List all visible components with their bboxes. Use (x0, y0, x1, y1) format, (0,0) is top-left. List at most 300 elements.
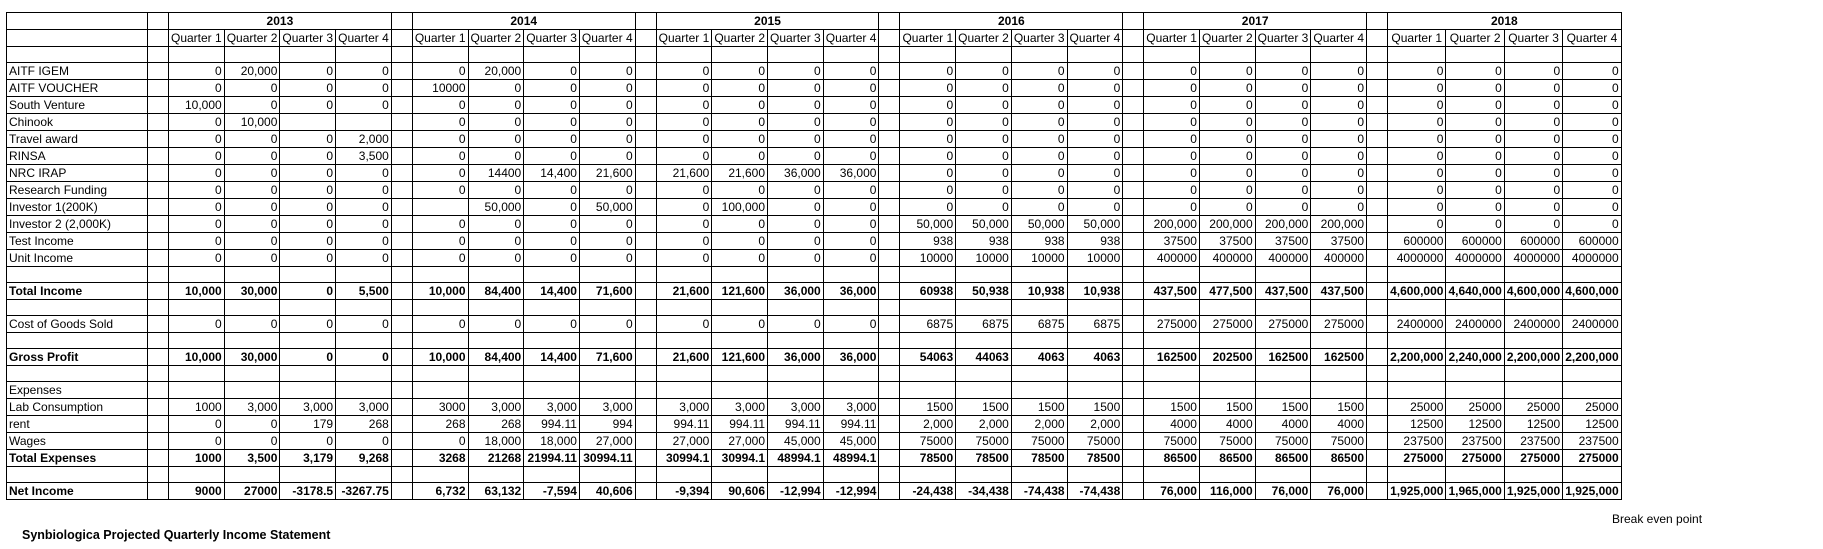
quarter-header[interactable]: Quarter 1 (1388, 30, 1446, 47)
value-cell[interactable]: 10000 (412, 80, 468, 97)
cell[interactable] (879, 267, 900, 283)
value-cell[interactable] (579, 333, 635, 349)
quarter-header[interactable]: Quarter 3 (1504, 30, 1562, 47)
value-cell[interactable]: 0 (712, 131, 768, 148)
value-cell[interactable]: 0 (579, 63, 635, 80)
value-cell[interactable]: 25000 (1504, 399, 1562, 416)
cell[interactable] (1123, 300, 1144, 316)
value-cell[interactable] (468, 300, 524, 316)
value-cell[interactable]: 0 (1504, 80, 1562, 97)
value-cell[interactable]: 0 (768, 250, 824, 267)
value-cell[interactable]: 0 (1563, 131, 1621, 148)
value-cell[interactable] (1504, 467, 1562, 483)
value-cell[interactable]: 0 (1446, 148, 1504, 165)
value-cell[interactable] (823, 366, 879, 382)
value-cell[interactable]: 0 (1255, 182, 1311, 199)
value-cell[interactable]: 71,600 (579, 283, 635, 300)
cell[interactable] (391, 250, 412, 267)
cell[interactable] (391, 30, 412, 47)
value-cell[interactable]: 0 (956, 131, 1012, 148)
value-cell[interactable] (1504, 267, 1562, 283)
value-cell[interactable] (336, 467, 392, 483)
value-cell[interactable] (1199, 333, 1255, 349)
value-cell[interactable]: 0 (712, 182, 768, 199)
cell[interactable] (879, 300, 900, 316)
value-cell[interactable]: 0 (280, 349, 336, 366)
cell[interactable] (1123, 182, 1144, 199)
cell[interactable] (391, 97, 412, 114)
value-cell[interactable]: 75000 (900, 433, 956, 450)
cell[interactable] (148, 399, 169, 416)
value-cell[interactable] (656, 366, 712, 382)
value-cell[interactable] (169, 366, 225, 382)
quarter-header[interactable]: Quarter 3 (1011, 30, 1067, 47)
value-cell[interactable]: 10,000 (412, 283, 468, 300)
value-cell[interactable]: 1500 (1011, 399, 1067, 416)
value-cell[interactable]: 48994.1 (823, 450, 879, 467)
value-cell[interactable]: 0 (412, 63, 468, 80)
value-cell[interactable] (1067, 333, 1123, 349)
value-cell[interactable]: 121,600 (712, 349, 768, 366)
value-cell[interactable]: 0 (169, 131, 225, 148)
value-cell[interactable]: 44063 (956, 349, 1012, 366)
value-cell[interactable]: 21,600 (712, 165, 768, 182)
value-cell[interactable]: 275000 (1199, 316, 1255, 333)
cell[interactable] (391, 80, 412, 97)
cell[interactable] (391, 467, 412, 483)
value-cell[interactable]: 0 (524, 182, 580, 199)
cell[interactable] (148, 47, 169, 63)
cell[interactable] (1367, 216, 1388, 233)
value-cell[interactable]: 0 (1388, 216, 1446, 233)
value-cell[interactable] (1255, 47, 1311, 63)
value-cell[interactable]: 237500 (1504, 433, 1562, 450)
value-cell[interactable]: 0 (1563, 148, 1621, 165)
value-cell[interactable]: 0 (224, 316, 280, 333)
value-cell[interactable]: 0 (524, 216, 580, 233)
value-cell[interactable] (280, 267, 336, 283)
value-cell[interactable]: 0 (1563, 216, 1621, 233)
value-cell[interactable]: 275000 (1504, 450, 1562, 467)
value-cell[interactable]: 27,000 (656, 433, 712, 450)
value-cell[interactable]: -74,438 (1067, 483, 1123, 500)
value-cell[interactable]: 0 (468, 250, 524, 267)
value-cell[interactable] (1446, 267, 1504, 283)
value-cell[interactable] (169, 382, 225, 399)
value-cell[interactable]: 0 (1199, 114, 1255, 131)
value-cell[interactable]: 50,000 (1011, 216, 1067, 233)
value-cell[interactable]: 21,600 (656, 283, 712, 300)
value-cell[interactable]: 116,000 (1199, 483, 1255, 500)
value-cell[interactable]: 1,965,000 (1446, 483, 1504, 500)
value-cell[interactable] (1144, 267, 1200, 283)
value-cell[interactable] (280, 300, 336, 316)
value-cell[interactable]: 76,000 (1311, 483, 1367, 500)
cell[interactable] (391, 114, 412, 131)
cell[interactable] (635, 13, 656, 30)
value-cell[interactable]: 4,600,000 (1388, 283, 1446, 300)
value-cell[interactable]: 600000 (1446, 233, 1504, 250)
value-cell[interactable]: 3,500 (336, 148, 392, 165)
value-cell[interactable]: 0 (1255, 165, 1311, 182)
cell[interactable] (148, 366, 169, 382)
value-cell[interactable]: 21268 (468, 450, 524, 467)
value-cell[interactable]: 4063 (1067, 349, 1123, 366)
cell[interactable] (879, 114, 900, 131)
value-cell[interactable] (579, 47, 635, 63)
value-cell[interactable]: 0 (280, 63, 336, 80)
value-cell[interactable]: 36,000 (823, 165, 879, 182)
value-cell[interactable]: 600000 (1563, 233, 1621, 250)
value-cell[interactable]: 202500 (1199, 349, 1255, 366)
value-cell[interactable]: 2,000 (900, 416, 956, 433)
cell[interactable] (1123, 467, 1144, 483)
value-cell[interactable]: 0 (1311, 199, 1367, 216)
value-cell[interactable]: 86500 (1311, 450, 1367, 467)
value-cell[interactable]: 0 (468, 80, 524, 97)
cell[interactable] (879, 216, 900, 233)
value-cell[interactable]: 10000 (1067, 250, 1123, 267)
value-cell[interactable] (524, 467, 580, 483)
row-label[interactable]: Test Income (7, 233, 148, 250)
value-cell[interactable] (1446, 333, 1504, 349)
row-label[interactable]: RINSA (7, 148, 148, 165)
value-cell[interactable]: 0 (1504, 114, 1562, 131)
value-cell[interactable]: 30994.1 (656, 450, 712, 467)
value-cell[interactable]: 0 (1011, 63, 1067, 80)
value-cell[interactable]: 45,000 (823, 433, 879, 450)
cell[interactable] (148, 450, 169, 467)
value-cell[interactable]: 12500 (1388, 416, 1446, 433)
value-cell[interactable]: 21994.11 (524, 450, 580, 467)
value-cell[interactable]: 0 (768, 233, 824, 250)
value-cell[interactable]: 0 (524, 199, 580, 216)
value-cell[interactable]: 0 (524, 114, 580, 131)
value-cell[interactable] (524, 382, 580, 399)
value-cell[interactable]: 0 (524, 233, 580, 250)
value-cell[interactable]: 20,000 (224, 63, 280, 80)
value-cell[interactable]: 994.11 (712, 416, 768, 433)
row-label[interactable] (7, 366, 148, 382)
value-cell[interactable]: 0 (1255, 114, 1311, 131)
value-cell[interactable] (768, 47, 824, 63)
cell[interactable] (1367, 267, 1388, 283)
value-cell[interactable] (900, 467, 956, 483)
cell[interactable] (1123, 80, 1144, 97)
value-cell[interactable]: 78500 (900, 450, 956, 467)
value-cell[interactable] (1446, 47, 1504, 63)
quarter-header[interactable]: Quarter 3 (280, 30, 336, 47)
value-cell[interactable]: 0 (956, 63, 1012, 80)
row-label[interactable]: Chinook (7, 114, 148, 131)
value-cell[interactable] (1388, 333, 1446, 349)
value-cell[interactable]: 6875 (956, 316, 1012, 333)
cell[interactable] (635, 283, 656, 300)
cell[interactable] (635, 131, 656, 148)
value-cell[interactable]: 994.11 (768, 416, 824, 433)
value-cell[interactable]: 0 (524, 80, 580, 97)
cell[interactable] (148, 13, 169, 30)
quarter-header[interactable]: Quarter 2 (1446, 30, 1504, 47)
value-cell[interactable]: 0 (956, 97, 1012, 114)
value-cell[interactable]: 0 (1255, 131, 1311, 148)
value-cell[interactable] (468, 366, 524, 382)
value-cell[interactable]: 0 (1388, 63, 1446, 80)
value-cell[interactable]: 268 (412, 416, 468, 433)
value-cell[interactable]: 0 (1311, 114, 1367, 131)
value-cell[interactable]: 0 (712, 80, 768, 97)
value-cell[interactable]: 0 (823, 148, 879, 165)
value-cell[interactable]: -24,438 (900, 483, 956, 500)
value-cell[interactable] (1011, 267, 1067, 283)
year-header-2017[interactable]: 2017 (1144, 13, 1367, 30)
value-cell[interactable]: 0 (712, 250, 768, 267)
row-label[interactable]: AITF IGEM (7, 63, 148, 80)
value-cell[interactable]: 48994.1 (768, 450, 824, 467)
value-cell[interactable] (524, 333, 580, 349)
value-cell[interactable] (900, 366, 956, 382)
quarter-header[interactable]: Quarter 2 (224, 30, 280, 47)
quarter-header[interactable]: Quarter 2 (468, 30, 524, 47)
value-cell[interactable]: 30,000 (224, 283, 280, 300)
value-cell[interactable]: 3,000 (280, 399, 336, 416)
cell[interactable] (879, 450, 900, 467)
value-cell[interactable]: -34,438 (956, 483, 1012, 500)
cell[interactable] (635, 233, 656, 250)
value-cell[interactable]: 0 (579, 250, 635, 267)
value-cell[interactable]: 3,000 (468, 399, 524, 416)
value-cell[interactable]: 37500 (1144, 233, 1200, 250)
value-cell[interactable]: 0 (169, 433, 225, 450)
cell[interactable] (1367, 382, 1388, 399)
value-cell[interactable] (1199, 382, 1255, 399)
value-cell[interactable]: 275000 (1255, 316, 1311, 333)
value-cell[interactable]: 237500 (1388, 433, 1446, 450)
cell[interactable] (879, 13, 900, 30)
value-cell[interactable] (1563, 333, 1621, 349)
cell[interactable] (879, 80, 900, 97)
cell[interactable] (148, 349, 169, 366)
value-cell[interactable] (1388, 300, 1446, 316)
value-cell[interactable]: 0 (524, 63, 580, 80)
cell[interactable] (391, 366, 412, 382)
cell[interactable] (148, 114, 169, 131)
year-header-2016[interactable]: 2016 (900, 13, 1123, 30)
cell[interactable] (148, 80, 169, 97)
value-cell[interactable]: 76,000 (1255, 483, 1311, 500)
value-cell[interactable]: 0 (712, 97, 768, 114)
value-cell[interactable] (823, 267, 879, 283)
cell[interactable] (148, 199, 169, 216)
value-cell[interactable] (336, 333, 392, 349)
value-cell[interactable]: 0 (1144, 114, 1200, 131)
value-cell[interactable]: 0 (768, 80, 824, 97)
value-cell[interactable] (1504, 366, 1562, 382)
value-cell[interactable]: 0 (468, 131, 524, 148)
row-label[interactable]: Lab Consumption (7, 399, 148, 416)
value-cell[interactable] (823, 382, 879, 399)
value-cell[interactable]: 268 (468, 416, 524, 433)
value-cell[interactable]: 994.11 (656, 416, 712, 433)
value-cell[interactable]: 0 (900, 63, 956, 80)
cell[interactable] (391, 316, 412, 333)
cell[interactable] (1123, 13, 1144, 30)
value-cell[interactable] (900, 382, 956, 399)
value-cell[interactable]: 275000 (1446, 450, 1504, 467)
value-cell[interactable]: 14,400 (524, 349, 580, 366)
value-cell[interactable]: 0 (1144, 148, 1200, 165)
value-cell[interactable] (1311, 300, 1367, 316)
value-cell[interactable]: 36,000 (768, 349, 824, 366)
value-cell[interactable] (1563, 366, 1621, 382)
value-cell[interactable]: 0 (280, 80, 336, 97)
quarter-header[interactable]: Quarter 1 (656, 30, 712, 47)
value-cell[interactable]: 2400000 (1446, 316, 1504, 333)
cell[interactable] (1123, 97, 1144, 114)
value-cell[interactable]: 0 (169, 216, 225, 233)
value-cell[interactable]: 10000 (900, 250, 956, 267)
cell[interactable] (1367, 250, 1388, 267)
value-cell[interactable]: 0 (224, 416, 280, 433)
value-cell[interactable]: 1500 (1067, 399, 1123, 416)
value-cell[interactable]: 0 (336, 433, 392, 450)
value-cell[interactable]: 0 (1563, 80, 1621, 97)
value-cell[interactable]: 3000 (412, 399, 468, 416)
value-cell[interactable] (1199, 366, 1255, 382)
cell[interactable] (1367, 131, 1388, 148)
quarter-header[interactable]: Quarter 3 (1255, 30, 1311, 47)
value-cell[interactable]: 18,000 (524, 433, 580, 450)
value-cell[interactable] (1011, 366, 1067, 382)
value-cell[interactable]: -3267.75 (336, 483, 392, 500)
value-cell[interactable]: 3,000 (524, 399, 580, 416)
value-cell[interactable]: 0 (412, 148, 468, 165)
value-cell[interactable]: 938 (1011, 233, 1067, 250)
value-cell[interactable] (1011, 300, 1067, 316)
value-cell[interactable]: 0 (224, 216, 280, 233)
value-cell[interactable]: 2,240,000 (1446, 349, 1504, 366)
value-cell[interactable]: 0 (1311, 80, 1367, 97)
value-cell[interactable]: 0 (1144, 97, 1200, 114)
value-cell[interactable]: 3,000 (823, 399, 879, 416)
cell[interactable] (1123, 30, 1144, 47)
value-cell[interactable]: 0 (524, 97, 580, 114)
value-cell[interactable]: 0 (1311, 165, 1367, 182)
value-cell[interactable]: 1500 (956, 399, 1012, 416)
value-cell[interactable] (412, 300, 468, 316)
value-cell[interactable] (900, 333, 956, 349)
value-cell[interactable]: 0 (579, 316, 635, 333)
value-cell[interactable]: 50,000 (1067, 216, 1123, 233)
cell[interactable] (635, 80, 656, 97)
value-cell[interactable]: 0 (823, 114, 879, 131)
value-cell[interactable]: 0 (280, 182, 336, 199)
value-cell[interactable]: 10,000 (169, 97, 225, 114)
cell[interactable] (1123, 416, 1144, 433)
value-cell[interactable] (1199, 267, 1255, 283)
value-cell[interactable] (1388, 366, 1446, 382)
value-cell[interactable]: 0 (169, 250, 225, 267)
value-cell[interactable] (224, 47, 280, 63)
value-cell[interactable] (656, 467, 712, 483)
value-cell[interactable] (579, 467, 635, 483)
value-cell[interactable]: 0 (1446, 182, 1504, 199)
value-cell[interactable]: 2400000 (1504, 316, 1562, 333)
value-cell[interactable] (956, 267, 1012, 283)
value-cell[interactable]: 0 (656, 182, 712, 199)
cell[interactable] (1123, 283, 1144, 300)
quarter-header[interactable]: Quarter 1 (412, 30, 468, 47)
value-cell[interactable]: 0 (1563, 97, 1621, 114)
cell[interactable] (391, 267, 412, 283)
value-cell[interactable]: 0 (579, 182, 635, 199)
cell[interactable] (1123, 47, 1144, 63)
value-cell[interactable]: 21,600 (579, 165, 635, 182)
value-cell[interactable] (823, 333, 879, 349)
value-cell[interactable]: 0 (956, 114, 1012, 131)
value-cell[interactable]: 0 (768, 97, 824, 114)
cell[interactable] (148, 433, 169, 450)
value-cell[interactable]: 0 (712, 114, 768, 131)
value-cell[interactable]: 4000000 (1563, 250, 1621, 267)
value-cell[interactable] (823, 47, 879, 63)
cell[interactable] (148, 182, 169, 199)
value-cell[interactable]: 0 (169, 416, 225, 433)
value-cell[interactable]: 0 (1067, 114, 1123, 131)
value-cell[interactable]: 0 (224, 199, 280, 216)
cell[interactable] (148, 250, 169, 267)
value-cell[interactable] (1311, 47, 1367, 63)
value-cell[interactable]: 0 (412, 216, 468, 233)
cell[interactable] (1123, 165, 1144, 182)
value-cell[interactable]: 200,000 (1144, 216, 1200, 233)
value-cell[interactable]: 90,606 (712, 483, 768, 500)
year-header-2014[interactable]: 2014 (412, 13, 635, 30)
value-cell[interactable] (1255, 300, 1311, 316)
cell[interactable] (1123, 433, 1144, 450)
value-cell[interactable] (1255, 267, 1311, 283)
value-cell[interactable] (656, 267, 712, 283)
value-cell[interactable]: 12500 (1446, 416, 1504, 433)
cell[interactable] (879, 483, 900, 500)
value-cell[interactable] (224, 467, 280, 483)
value-cell[interactable]: 0 (1199, 63, 1255, 80)
value-cell[interactable]: 0 (656, 114, 712, 131)
cell[interactable] (879, 97, 900, 114)
cell[interactable] (148, 148, 169, 165)
value-cell[interactable]: 0 (1255, 80, 1311, 97)
cell[interactable] (879, 148, 900, 165)
cell[interactable] (391, 216, 412, 233)
cell[interactable] (7, 30, 148, 47)
value-cell[interactable]: 938 (900, 233, 956, 250)
value-cell[interactable]: 0 (1067, 131, 1123, 148)
value-cell[interactable]: 0 (656, 250, 712, 267)
value-cell[interactable]: 3,000 (224, 399, 280, 416)
value-cell[interactable] (1311, 267, 1367, 283)
value-cell[interactable]: 162500 (1311, 349, 1367, 366)
value-cell[interactable]: 6875 (1011, 316, 1067, 333)
quarter-header[interactable]: Quarter 1 (1144, 30, 1200, 47)
value-cell[interactable]: 0 (336, 250, 392, 267)
cell[interactable] (1367, 13, 1388, 30)
value-cell[interactable]: -12,994 (768, 483, 824, 500)
value-cell[interactable]: 0 (412, 131, 468, 148)
value-cell[interactable] (956, 366, 1012, 382)
cell[interactable] (635, 300, 656, 316)
value-cell[interactable]: 75000 (1144, 433, 1200, 450)
value-cell[interactable]: 0 (712, 316, 768, 333)
